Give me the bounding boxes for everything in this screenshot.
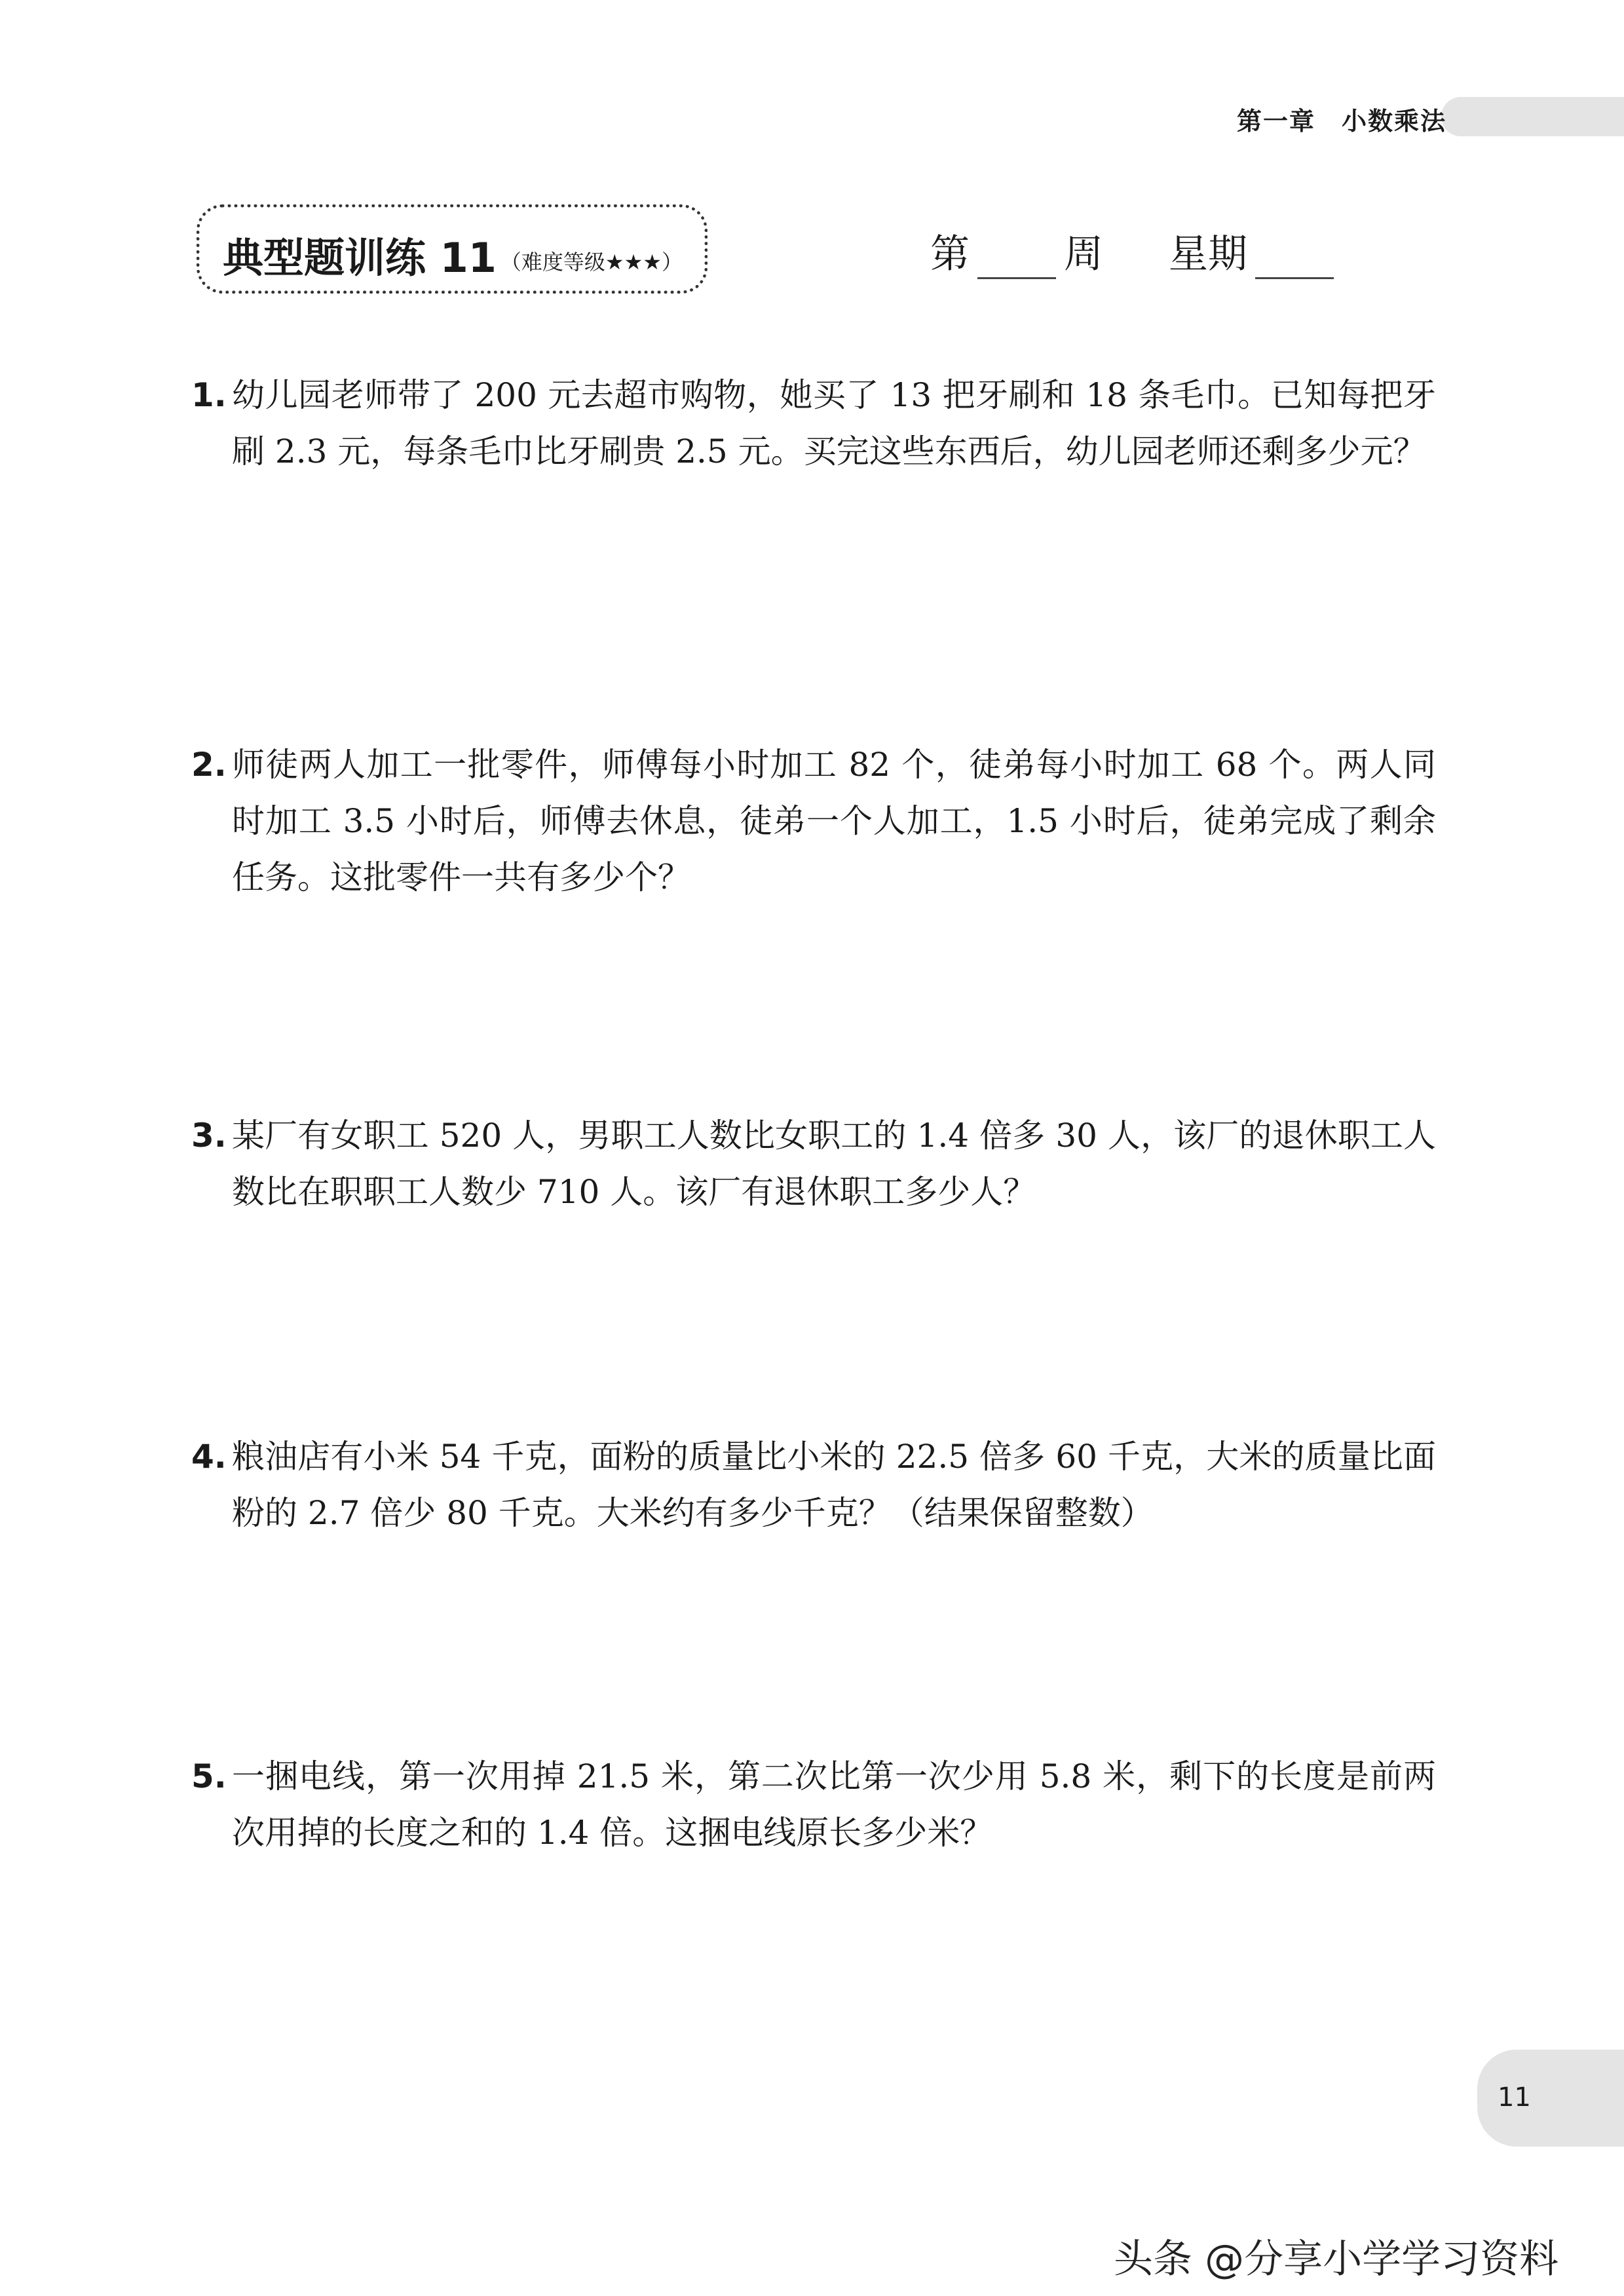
problem-text: 幼儿园老师带了 200 元去超市购物，她买了 13 把牙刷和 18 条毛巾。已知每把牙刷 2.3 元，每条毛巾比牙刷贵 2.5 元。买完这些东西后，幼儿园老师还剩多少元？ <box>232 376 1436 470</box>
problem-text: 某厂有女职工 520 人，男职工人数比女职工的 1.4 倍多 30 人，该厂的退休职工人数比在职职工人数少 710 人。该厂有退休职工多少人？ <box>232 1117 1436 1211</box>
problem-number: 3. <box>191 1117 227 1155</box>
chapter-label: 第一章 小数乘法 <box>1237 106 1447 136</box>
problem-number: 1. <box>191 376 227 414</box>
schedule-line <box>930 223 1342 279</box>
problem-text: 师徒两人加工一批零件，师傅每小时加工 82 个，徒弟每小时加工 68 个。两人同时加工 3.5 小时后，师傅去休息，徒弟一个人加工，1.5 小时后，徒弟完成了剩余任务。这批零件一共有多少个？ <box>232 746 1436 896</box>
watermark: 头条 @分享小学学习资料 <box>1114 2236 1559 2282</box>
problem-number: 2. <box>191 746 227 784</box>
week-prefix: 第 <box>930 231 970 277</box>
problem-3 <box>191 1107 1436 1220</box>
problem-5 <box>191 1748 1436 1861</box>
page-number: 11 <box>1498 2082 1531 2113</box>
week-blank[interactable] <box>977 240 1056 279</box>
week-suffix: 周 <box>1064 231 1103 277</box>
exercise-title <box>223 225 683 284</box>
weekday-label: 星期 <box>1169 231 1247 277</box>
exercise-title-text: 典型题训练 11 <box>223 234 497 282</box>
problem-text: 一捆电线，第一次用掉 21.5 米，第二次比第一次少用 5.8 米，剩下的长度是前两次用掉的长度之和的 1.4 倍。这捆电线原长多少米？ <box>232 1757 1436 1852</box>
problem-4 <box>191 1428 1436 1541</box>
problem-number: 5. <box>191 1757 227 1795</box>
problem-1 <box>191 367 1436 480</box>
problem-number: 4. <box>191 1438 227 1476</box>
weekday-blank[interactable] <box>1255 240 1334 279</box>
difficulty-level: （难度等级★★★） <box>500 249 683 275</box>
chapter-tab-decoration <box>1441 97 1624 136</box>
problem-2 <box>191 737 1436 906</box>
problem-text: 粮油店有小米 54 千克，面粉的质量比小米的 22.5 倍多 60 千克，大米的质量比面粉的 2.7 倍少 80 千克。大米约有多少千克？（结果保留整数） <box>232 1438 1436 1532</box>
